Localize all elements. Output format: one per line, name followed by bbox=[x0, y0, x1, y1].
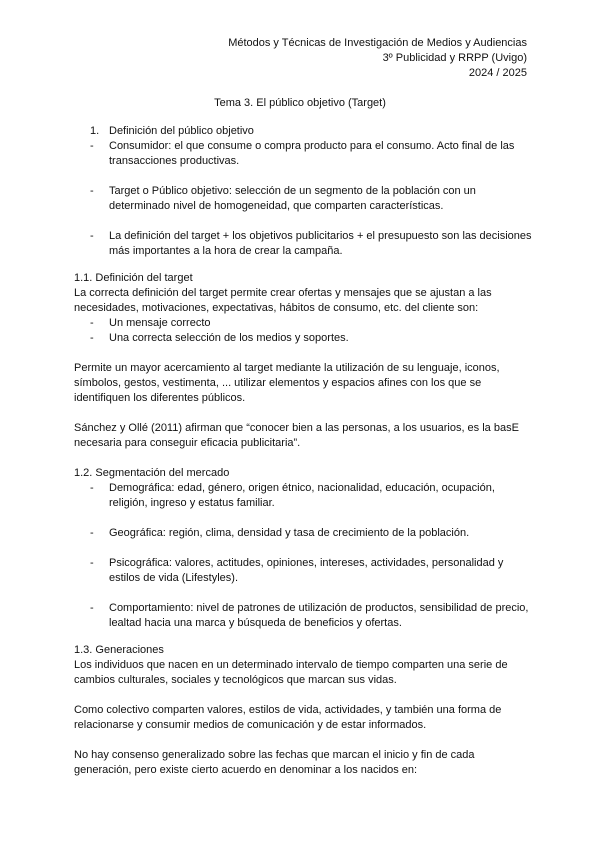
list-item-text: Target o Público objetivo: selección de un segmento de la población con un determinado nivel de homogeneidad, que comparten características. bbox=[109, 185, 476, 212]
document-title: Tema 3. El público objetivo (Target) bbox=[214, 97, 386, 109]
bullet-dash: - bbox=[90, 185, 94, 197]
list-item-text: Un mensaje correcto bbox=[109, 317, 211, 329]
bullet-dash: - bbox=[90, 140, 94, 152]
bullet-dash: - bbox=[90, 317, 94, 329]
list-item-text: Demográfica: edad, género, origen étnico, nacionalidad, educación, ocupación, religión, ingreso y estatus familiar. bbox=[109, 482, 495, 509]
subsection-1-3-heading: 1.3. Generaciones bbox=[74, 644, 164, 656]
subsection-1-2-heading: 1.2. Segmentación del mercado bbox=[74, 467, 230, 479]
bullet-dash: - bbox=[90, 482, 94, 494]
paragraph: Permite un mayor acercamiento al target mediante la utilización de su lenguaje, iconos, símbolos, gestos, vestimenta, ... utilizar elementos y espacios afines con los que se identifiquen los diferentes públicos. bbox=[74, 362, 500, 404]
paragraph: Como colectivo comparten valores, estilos de vida, actividades, y también una forma de relacionarse y consumir medios de comunicación y de estar informados. bbox=[74, 704, 502, 731]
paragraph: No hay consenso generalizado sobre las fechas que marcan el inicio y fin de cada generación, pero existe cierto acuerdo en denominar a los nacidos en: bbox=[74, 749, 475, 776]
list-item-text: Psicográfica: valores, actitudes, opiniones, intereses, actividades, personalidad y estilos de vida (Lifestyles). bbox=[109, 557, 504, 584]
bullet-dash: - bbox=[90, 527, 94, 539]
list-item bbox=[74, 316, 534, 331]
paragraph: La correcta definición del target permite crear ofertas y mensajes que se ajustan a las necesidades, motivaciones, expectativas, hábitos de consumo, etc. del cliente son: bbox=[74, 287, 492, 314]
bullet-dash: - bbox=[90, 332, 94, 344]
list-item-text: Una correcta selección de los medios y soportes. bbox=[109, 332, 349, 344]
list-item bbox=[74, 526, 534, 541]
list-item bbox=[74, 184, 534, 214]
list-item-text: Comportamiento: nivel de patrones de utilización de productos, sensibilidad de precio, lealtad hacia una marca y búsqueda de beneficios y ofertas. bbox=[109, 602, 529, 629]
subsection-1-1-heading: 1.1. Definición del target bbox=[74, 272, 193, 284]
section-title: Definición del público objetivo bbox=[109, 125, 254, 137]
list-item bbox=[74, 229, 534, 259]
quote-paragraph: Sánchez y Ollé (2011) afirman que “conocer bien a las personas, a los usuarios, es la basE necesaria para conseguir eficacia publicitaria”. bbox=[74, 422, 519, 449]
list-item bbox=[74, 481, 534, 511]
bullet-dash: - bbox=[90, 230, 94, 242]
section-1-heading bbox=[74, 124, 534, 139]
list-item-text: Geográfica: región, clima, densidad y tasa de crecimiento de la población. bbox=[109, 527, 470, 539]
list-item-text: Consumidor: el que consume o compra producto para el consumo. Acto final de las transacciones productivas. bbox=[109, 140, 515, 167]
document-body bbox=[74, 124, 534, 778]
degree-info: 3º Publicidad y RRPP (Uvigo) bbox=[382, 52, 527, 64]
section-number: 1. bbox=[90, 125, 100, 137]
bullet-dash: - bbox=[90, 602, 94, 614]
bullet-dash: - bbox=[90, 557, 94, 569]
document-header bbox=[228, 36, 527, 81]
list-item bbox=[74, 556, 534, 586]
list-item bbox=[74, 601, 534, 631]
list-item bbox=[74, 331, 534, 346]
list-item-text: La definición del target + los objetivos publicitarios + el presupuesto son las decisiones más importantes a la hora de crear la campaña. bbox=[109, 230, 532, 257]
course-name: Métodos y Técnicas de Investigación de Medios y Audiencias bbox=[228, 37, 527, 49]
academic-year: 2024 / 2025 bbox=[468, 67, 527, 79]
list-item bbox=[74, 139, 534, 169]
paragraph: Los individuos que nacen en un determinado intervalo de tiempo comparten una serie de cambios culturales, sociales y tecnológicos que marcan sus vidas. bbox=[74, 659, 508, 686]
